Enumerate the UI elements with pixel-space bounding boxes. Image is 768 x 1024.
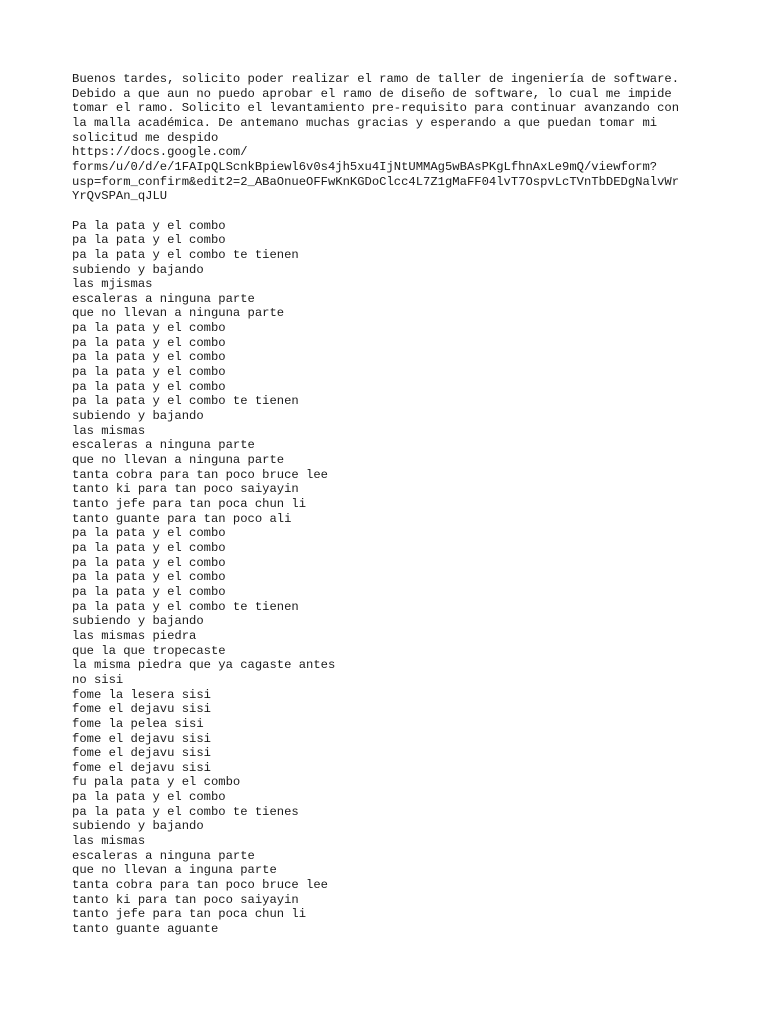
lyrics-line: pa la pata y el combo bbox=[72, 526, 226, 541]
request-line: usp=form_confirm&edit2=2_ABaOnueOFFwKnKGDoClcc4L7Z1gMaFF04lvT7OspvLcTVnTbDEDgNalvWr bbox=[72, 174, 680, 189]
lyrics-line: no sisi bbox=[72, 672, 124, 687]
lyrics-line: pa la pata y el combo bbox=[72, 335, 226, 350]
request-line: https://docs.google.com/ bbox=[72, 145, 248, 160]
lyrics-line: pa la pata y el combo bbox=[72, 584, 226, 599]
request-line: la malla académica. De antemano muchas gracias y esperando a que puedan tomar mi bbox=[72, 115, 658, 130]
lyrics-line: pa la pata y el combo bbox=[72, 570, 226, 585]
lyrics-line: subiendo y bajando bbox=[72, 409, 204, 424]
lyrics-line: escaleras a ninguna parte bbox=[72, 438, 255, 453]
request-line: Buenos tardes, solicito poder realizar el ramo de taller de ingeniería de software. bbox=[72, 72, 680, 86]
lyrics-line: fu pala pata y el combo bbox=[72, 775, 241, 790]
lyrics-line: fome la lesera sisi bbox=[72, 687, 211, 702]
lyrics-line: subiendo y bajando bbox=[72, 262, 204, 277]
lyrics-line: pa la pata y el combo bbox=[72, 233, 226, 248]
lyrics-line: que la que tropecaste bbox=[72, 643, 226, 658]
lyrics-line: Pa la pata y el combo bbox=[72, 218, 226, 233]
lyrics-line: que no llevan a ninguna parte bbox=[72, 453, 285, 468]
lyrics-line: tanto guante aguante bbox=[72, 922, 219, 937]
lyrics-line: tanta cobra para tan poco bruce lee bbox=[72, 467, 328, 482]
lyrics-line: que no llevan a ninguna parte bbox=[72, 306, 285, 321]
request-line: Debido a que aun no puedo aprobar el ramo de diseño de software, lo cual me impide bbox=[72, 86, 672, 101]
lyrics-block bbox=[72, 219, 732, 937]
request-line: YrQvSPAn_qJLU bbox=[72, 189, 168, 204]
lyrics-line: pa la pata y el combo bbox=[72, 365, 226, 380]
lyrics-line: pa la pata y el combo te tienen bbox=[72, 247, 299, 262]
lyrics-line: las mismas piedra bbox=[72, 628, 197, 643]
lyrics-line: pa la pata y el combo bbox=[72, 790, 226, 805]
lyrics-line: escaleras a ninguna parte bbox=[72, 291, 255, 306]
lyrics-line: la misma piedra que ya cagaste antes bbox=[72, 658, 336, 673]
lyrics-line: las mjismas bbox=[72, 277, 153, 292]
lyrics-line: tanto ki para tan poco saiyayin bbox=[72, 482, 299, 497]
lyrics-line: fome el dejavu sisi bbox=[72, 731, 211, 746]
lyrics-line: las mismas bbox=[72, 834, 146, 849]
lyrics-line: pa la pata y el combo te tienen bbox=[72, 394, 299, 409]
lyrics-line: fome el dejavu sisi bbox=[72, 760, 211, 775]
lyrics-line: pa la pata y el combo bbox=[72, 321, 226, 336]
lyrics-line: tanta cobra para tan poco bruce lee bbox=[72, 878, 328, 893]
lyrics-line: tanto ki para tan poco saiyayin bbox=[72, 892, 299, 907]
lyrics-line: tanto jefe para tan poca chun li bbox=[72, 497, 307, 512]
lyrics-line: tanto guante para tan poco ali bbox=[72, 511, 292, 526]
lyrics-line: fome el dejavu sisi bbox=[72, 746, 211, 761]
request-line: tomar el ramo. Solicito el levantamiento pre-requisito para continuar avanzando con bbox=[72, 101, 680, 116]
document-page bbox=[72, 72, 732, 937]
lyrics-line: escaleras a ninguna parte bbox=[72, 848, 255, 863]
lyrics-line: subiendo y bajando bbox=[72, 614, 204, 629]
lyrics-line: pa la pata y el combo te tienes bbox=[72, 804, 299, 819]
request-line: forms/u/0/d/e/1FAIpQLScnkBpiewl6v0s4jh5xu4IjNtUMMAg5wBAsPKgLfhnAxLe9mQ/viewform? bbox=[72, 159, 658, 174]
lyrics-line: pa la pata y el combo bbox=[72, 555, 226, 570]
lyrics-line: pa la pata y el combo te tienen bbox=[72, 599, 299, 614]
request-paragraph bbox=[72, 72, 732, 204]
lyrics-line: pa la pata y el combo bbox=[72, 379, 226, 394]
lyrics-line: pa la pata y el combo bbox=[72, 350, 226, 365]
lyrics-line: pa la pata y el combo bbox=[72, 540, 226, 555]
lyrics-line: subiendo y bajando bbox=[72, 819, 204, 834]
lyrics-line: las mismas bbox=[72, 423, 146, 438]
lyrics-line: fome la pelea sisi bbox=[72, 716, 204, 731]
lyrics-line: fome el dejavu sisi bbox=[72, 702, 211, 717]
lyrics-line: que no llevan a inguna parte bbox=[72, 863, 277, 878]
request-line: solicitud me despido bbox=[72, 130, 219, 145]
lyrics-line: tanto jefe para tan poca chun li bbox=[72, 907, 307, 922]
